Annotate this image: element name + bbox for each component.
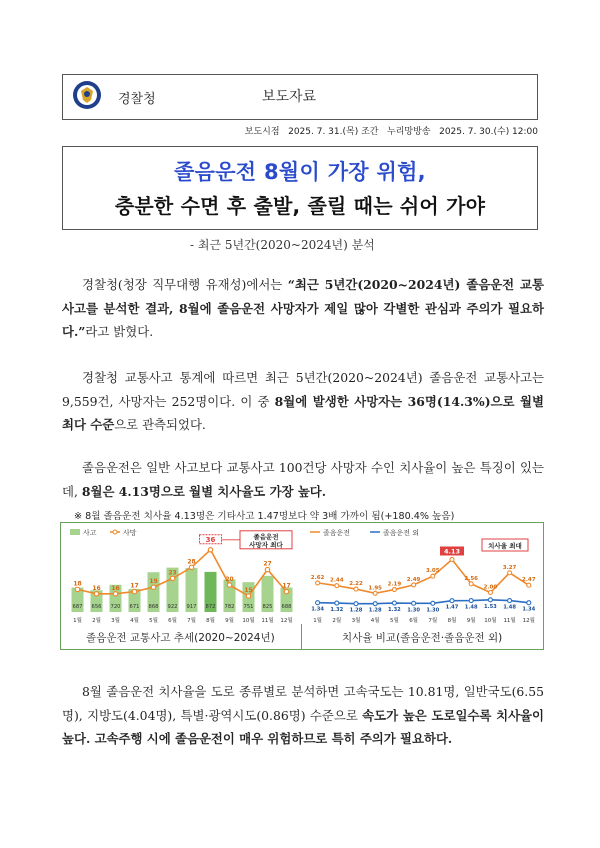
callout-line1: 졸음운전: [253, 532, 279, 541]
other-value-label: 1.32: [387, 607, 401, 614]
death-value-label: 17: [130, 582, 139, 590]
callout-line2: 사망자 최다: [249, 540, 283, 549]
x-tick-label: 6월: [168, 618, 177, 624]
doc-type: 보도자료: [262, 89, 317, 105]
para4-text: 8월 졸음운전 치사율을 도로 종류별로 분석하면 고속국도는 10.81명, 일반국도(6.55명), 지방도(4.04명), 특별·광역시도(0.86명) 수준으로: [62, 684, 544, 723]
other-value-label: 1.48: [503, 604, 517, 611]
bar-value-label: 656: [91, 604, 102, 610]
other-value-label: 1.53: [483, 603, 497, 610]
death-point: [94, 592, 98, 596]
legend-death-marker: [113, 530, 117, 534]
x-tick-label: 1월: [73, 618, 82, 624]
accident-trend-chart: [62, 524, 300, 624]
x-tick-label: 7월: [187, 618, 196, 624]
other-point: [412, 601, 416, 605]
paragraph-3: [62, 456, 544, 503]
death-point: [113, 592, 117, 596]
x-tick-label: 10월: [242, 618, 255, 624]
other-value-label: 1.32: [330, 607, 344, 614]
other-point: [431, 601, 435, 605]
para2-text: 경찰청 교통사고 통계에 따르면 최근 5년간(2020~2024년) 졸음운전 교통사고는 9,559건, 사망자는 252명이다. 이 중: [62, 370, 544, 409]
sub-headline: 충분한 수면 후 출발, 졸릴 때는 쉬어 가야: [114, 194, 486, 218]
drowsy-point: [488, 591, 492, 595]
chart1-caption: 졸음운전 교통사고 추세(2020~2024년): [86, 632, 275, 644]
x-tick-label: 5월: [389, 618, 399, 624]
drowsy-value-label: 3.27: [502, 564, 517, 571]
bar-value-label: 922: [167, 604, 178, 610]
x-tick-label: 3월: [111, 618, 120, 624]
x-tick-label: 11월: [503, 618, 516, 624]
paragraph-2: [62, 366, 544, 437]
drowsy-point: [335, 584, 339, 588]
drowsy-value-label: 2.44: [330, 577, 344, 584]
para3-text: 졸음운전은 일반 사고보다 교통사고 100건당 사망자 수인 치사율이 높은 특징이 있는데,: [62, 460, 544, 499]
peak-value-label: 4.13: [443, 547, 461, 556]
drowsy-point: [450, 557, 454, 561]
other-value-label: 1.28: [349, 607, 363, 614]
other-value-label: 1.30: [407, 607, 421, 614]
death-point: [132, 589, 136, 593]
bar-value-label: 868: [148, 604, 159, 610]
other-point: [527, 601, 531, 605]
other-value-label: 1.47: [445, 604, 459, 611]
death-value-label: 20: [225, 576, 234, 583]
org-name: 경찰청: [118, 92, 156, 107]
drowsy-point: [412, 583, 416, 587]
death-point: [208, 548, 212, 552]
legend-death-label: 사망: [123, 529, 137, 537]
paragraph-4: [62, 680, 544, 751]
para3-bold: 8월은 4.13명으로 월별 치사율도 가장 높다.: [81, 483, 327, 499]
chart-divider: [301, 624, 302, 650]
drowsy-point: [373, 591, 377, 595]
para1-tail: 라고 밝혔다.: [85, 324, 154, 339]
x-tick-label: 9월: [225, 618, 234, 624]
drowsy-value-label: 2.19: [387, 581, 402, 588]
bar-value-label: 720: [110, 604, 121, 610]
bar-value-label: 751: [243, 604, 254, 610]
x-tick-label: 12월: [522, 618, 535, 624]
drowsy-value-label: 2.00: [483, 584, 498, 591]
other-point: [469, 599, 473, 603]
other-point: [335, 601, 339, 605]
police-emblem-icon: [72, 80, 102, 110]
headline: 졸음운전 8월이 가장 위험,: [174, 160, 426, 184]
drowsy-value-label: 2.22: [349, 581, 363, 588]
drowsy-value-label: 2.49: [406, 576, 421, 583]
legend-accident-swatch: [70, 529, 80, 535]
death-value-label: 28: [187, 558, 196, 566]
death-value-label: 18: [73, 580, 82, 588]
x-tick-label: 7월: [428, 618, 438, 624]
para1-text: 경찰청(청장 직무대행 유재성)에서는: [82, 277, 288, 292]
drowsy-point: [469, 582, 473, 586]
other-value-label: 1.48: [464, 604, 478, 611]
death-point: [246, 594, 250, 598]
death-value-label: 23: [168, 569, 177, 577]
bar-value-label: 917: [186, 604, 197, 610]
x-tick-label: 3월: [351, 618, 361, 624]
x-tick-label: 4월: [130, 618, 139, 624]
other-point: [316, 601, 320, 605]
peak-value-label: 36: [205, 535, 216, 544]
death-point: [227, 583, 231, 587]
death-point: [265, 567, 269, 571]
other-value-label: 1.34: [522, 606, 536, 613]
x-tick-label: 9월: [466, 618, 476, 624]
drowsy-value-label: 1.95: [368, 585, 382, 592]
legend-accident-label: 사고: [83, 529, 97, 537]
bar-value-label: 687: [72, 604, 83, 610]
para4-bold: 속도가 높은 도로일수록 치사율이 높다. 고속주행 시에 졸음운전이 매우 위험하므로 특히 주의가 필요하다.: [62, 707, 544, 746]
death-point: [151, 585, 155, 589]
other-value-label: 1.34: [311, 606, 325, 613]
x-tick-label: 4월: [370, 618, 380, 624]
legend-other-label: 졸음운전 외: [383, 529, 420, 537]
death-point: [75, 587, 79, 591]
other-point: [354, 602, 358, 606]
analysis-subtitle: - 최근 5년간(2020~2024년) 분석: [190, 238, 375, 252]
other-point: [373, 602, 377, 606]
paragraph-1: [62, 273, 544, 344]
para2-tail: 으로 관측되었다.: [114, 417, 206, 432]
drowsy-value-label: 2.56: [464, 575, 478, 582]
x-tick-label: 2월: [92, 618, 101, 624]
death-value-label: 16: [92, 584, 101, 592]
drowsy-point: [431, 574, 435, 578]
death-point: [284, 589, 288, 593]
drowsy-value-label: 2.47: [522, 577, 536, 584]
drowsy-point: [508, 571, 512, 575]
bar-value-label: 671: [129, 604, 140, 610]
chart2-caption: [342, 630, 502, 645]
para1-bold: “최근 5년간(2020~2024년) 졸음운전 교통사고를 분석한 결과, 8월에 졸음운전 사망자가 제일 많아 각별한 관심과 주의가 필요하다.”: [62, 277, 544, 339]
other-point: [392, 601, 396, 605]
callout-label: 치사율 최대: [488, 542, 522, 550]
drowsy-value-label: 2.62: [310, 574, 325, 581]
drowsy-point: [354, 587, 358, 591]
x-tick-label: 1월: [313, 618, 323, 624]
bar-value-label: 872: [205, 604, 216, 610]
embargo-line: 보도시점 2025. 7. 31.(목) 조간 누리망방송 2025. 7. 30.(수) 12:00: [244, 127, 538, 137]
other-point: [508, 599, 512, 603]
drowsy-value-label: 3.05: [426, 568, 440, 575]
title-box: [62, 146, 538, 230]
bar-value-label: 825: [262, 604, 273, 610]
legend-drowsy-label: 졸음운전: [323, 529, 351, 537]
x-tick-label: 8월: [447, 618, 457, 624]
x-tick-label: 11월: [261, 618, 274, 624]
para2-bold: 8월에 발생한 사망자는 36명(14.3%)으로 월별 최다 수준: [62, 393, 545, 432]
x-tick-label: 12월: [280, 618, 293, 624]
x-tick-label: 5월: [149, 618, 158, 624]
x-tick-label: 6월: [409, 618, 419, 624]
death-value-label: 27: [263, 560, 272, 568]
x-tick-label: 2월: [332, 618, 342, 624]
drowsy-point: [392, 588, 396, 592]
death-point: [170, 576, 174, 580]
other-value-label: 1.30: [426, 607, 440, 614]
other-line: [318, 600, 529, 604]
bar-value-label: 688: [281, 604, 292, 610]
chart2-caption-suffix: (졸음운전·졸음운전 외): [396, 632, 503, 644]
death-line: [78, 550, 287, 596]
other-point: [488, 598, 492, 602]
footnote: ※ 8월 졸음운전 치사율 4.13명은 기타사고 1.47명보다 약 3배 가까이 됨(+180.4% 높음): [74, 511, 455, 522]
other-value-label: 1.28: [368, 607, 382, 614]
x-tick-label: 10월: [484, 618, 497, 624]
other-point: [450, 599, 454, 603]
death-value-label: 19: [149, 578, 158, 586]
fatality-rate-chart: [302, 524, 542, 624]
death-value-label: 15: [244, 587, 253, 594]
death-point: [189, 565, 193, 569]
death-value-label: 16: [111, 584, 120, 592]
bar-value-label: 782: [224, 604, 235, 610]
x-tick-label: 8월: [206, 618, 215, 624]
drowsy-point: [316, 581, 320, 585]
chart2-caption-title: 치사율 비교: [342, 632, 397, 644]
drowsy-point: [527, 583, 531, 587]
death-value-label: 17: [282, 582, 291, 590]
